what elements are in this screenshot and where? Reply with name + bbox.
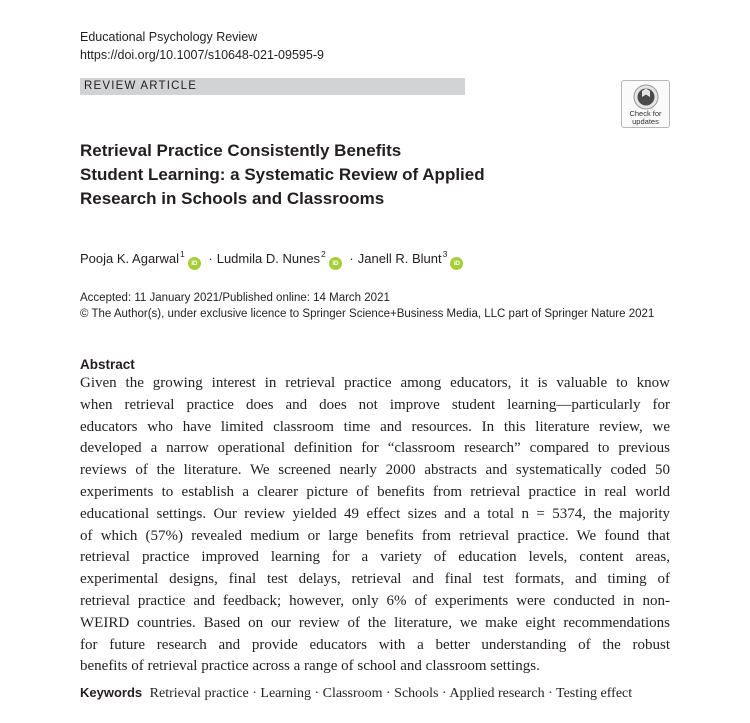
abstract-line: educators who have limited classroom time and resources. In this literature review, we: [80, 418, 670, 435]
badge-text-line2: updates: [632, 117, 659, 126]
abstract-line: reviews of the literature. We screened nearly 2000 abstracts and systematically coded 50: [80, 462, 670, 479]
author-name[interactable]: Pooja K. Agarwal: [80, 251, 180, 266]
abstract-line: Given the growing interest in retrieval practice among educators, it is valuable to know: [80, 375, 670, 391]
keywords-section: [80, 683, 632, 704]
abstract-line: experiments to establish a clearer picture of benefits from retrieval practice in real world: [80, 483, 670, 500]
section-label: REVIEW ARTICLE: [84, 80, 198, 92]
doi-link[interactable]: https://doi.org/10.1007/s10648-021-09595-9: [80, 48, 324, 62]
orcid-icon[interactable]: iD: [329, 257, 342, 270]
author-separator: ·: [349, 251, 354, 266]
affiliation-marker[interactable]: 1: [180, 249, 185, 259]
abstract-line: educational settings. Our review yielded 49 effect sizes and a total n = 5374, the majority: [80, 505, 670, 522]
crossmark-icon: [633, 84, 659, 110]
title-line: Student Learning: a Systematic Review of Applied: [80, 165, 485, 184]
publication-info: [80, 290, 654, 322]
affiliation-marker[interactable]: 3: [442, 249, 448, 259]
author-name[interactable]: Janell R. Blunt: [357, 251, 442, 266]
article-title: [80, 139, 600, 211]
abstract-line: experimental designs, final test delays, retrieval and final test formats, and timing of: [80, 571, 670, 588]
abstract-line: benefits of retrieval practice across a range of school and classroom settings.: [80, 658, 540, 675]
author-name[interactable]: Ludmila D. Nunes: [216, 251, 321, 266]
orcid-icon[interactable]: iD: [450, 257, 463, 270]
check-for-updates-badge[interactable]: [621, 80, 670, 128]
abstract-body: [80, 373, 670, 678]
abstract-heading: Abstract: [80, 357, 135, 372]
abstract-line: of which (57%) revealed medium or large benefits from retrieval practice. We found that: [80, 527, 670, 544]
title-line: Research in Schools and Classrooms: [80, 189, 385, 208]
abstract-line: developed a narrow operational definition for “classroom research” compared to previous: [80, 440, 670, 457]
keywords-label: Keywords: [80, 685, 143, 700]
section-bar: [80, 78, 465, 95]
orcid-icon[interactable]: iD: [188, 257, 201, 270]
abstract-line: retrieval practice and feedback; however, only 6% of experiments were conducted in non-: [80, 592, 670, 609]
keywords-list: Retrieval practice · Learning · Classroom · Schools · Applied research · Testing effect: [149, 686, 633, 701]
abstract-line: WEIRD countries. Based on our review of the literature, we make eight recommendations: [80, 614, 670, 631]
journal-header: [80, 28, 324, 64]
affiliation-marker[interactable]: 2: [321, 249, 326, 259]
dates-line: Accepted: 11 January 2021/Published online: 14 March 2021: [80, 292, 390, 304]
abstract-line: retrieval practice improved learning for a variety of education levels, content areas,: [80, 549, 670, 566]
copyright-line: © The Author(s), under exclusive licence to Springer Science+Business Media, LLC part of Springer Nature 2021: [80, 308, 655, 320]
journal-name: Educational Psychology Review: [80, 30, 258, 44]
badge-text-line1: Check for: [629, 109, 662, 118]
author-separator: ·: [208, 251, 213, 266]
abstract-line: for future research and provide educators with a better understanding of the robust: [80, 636, 670, 653]
title-line: Retrieval Practice Consistently Benefits: [80, 141, 402, 160]
abstract-line: when retrieval practice does and does not improve student learning—particularly for: [80, 396, 670, 413]
author-list: [80, 244, 463, 270]
